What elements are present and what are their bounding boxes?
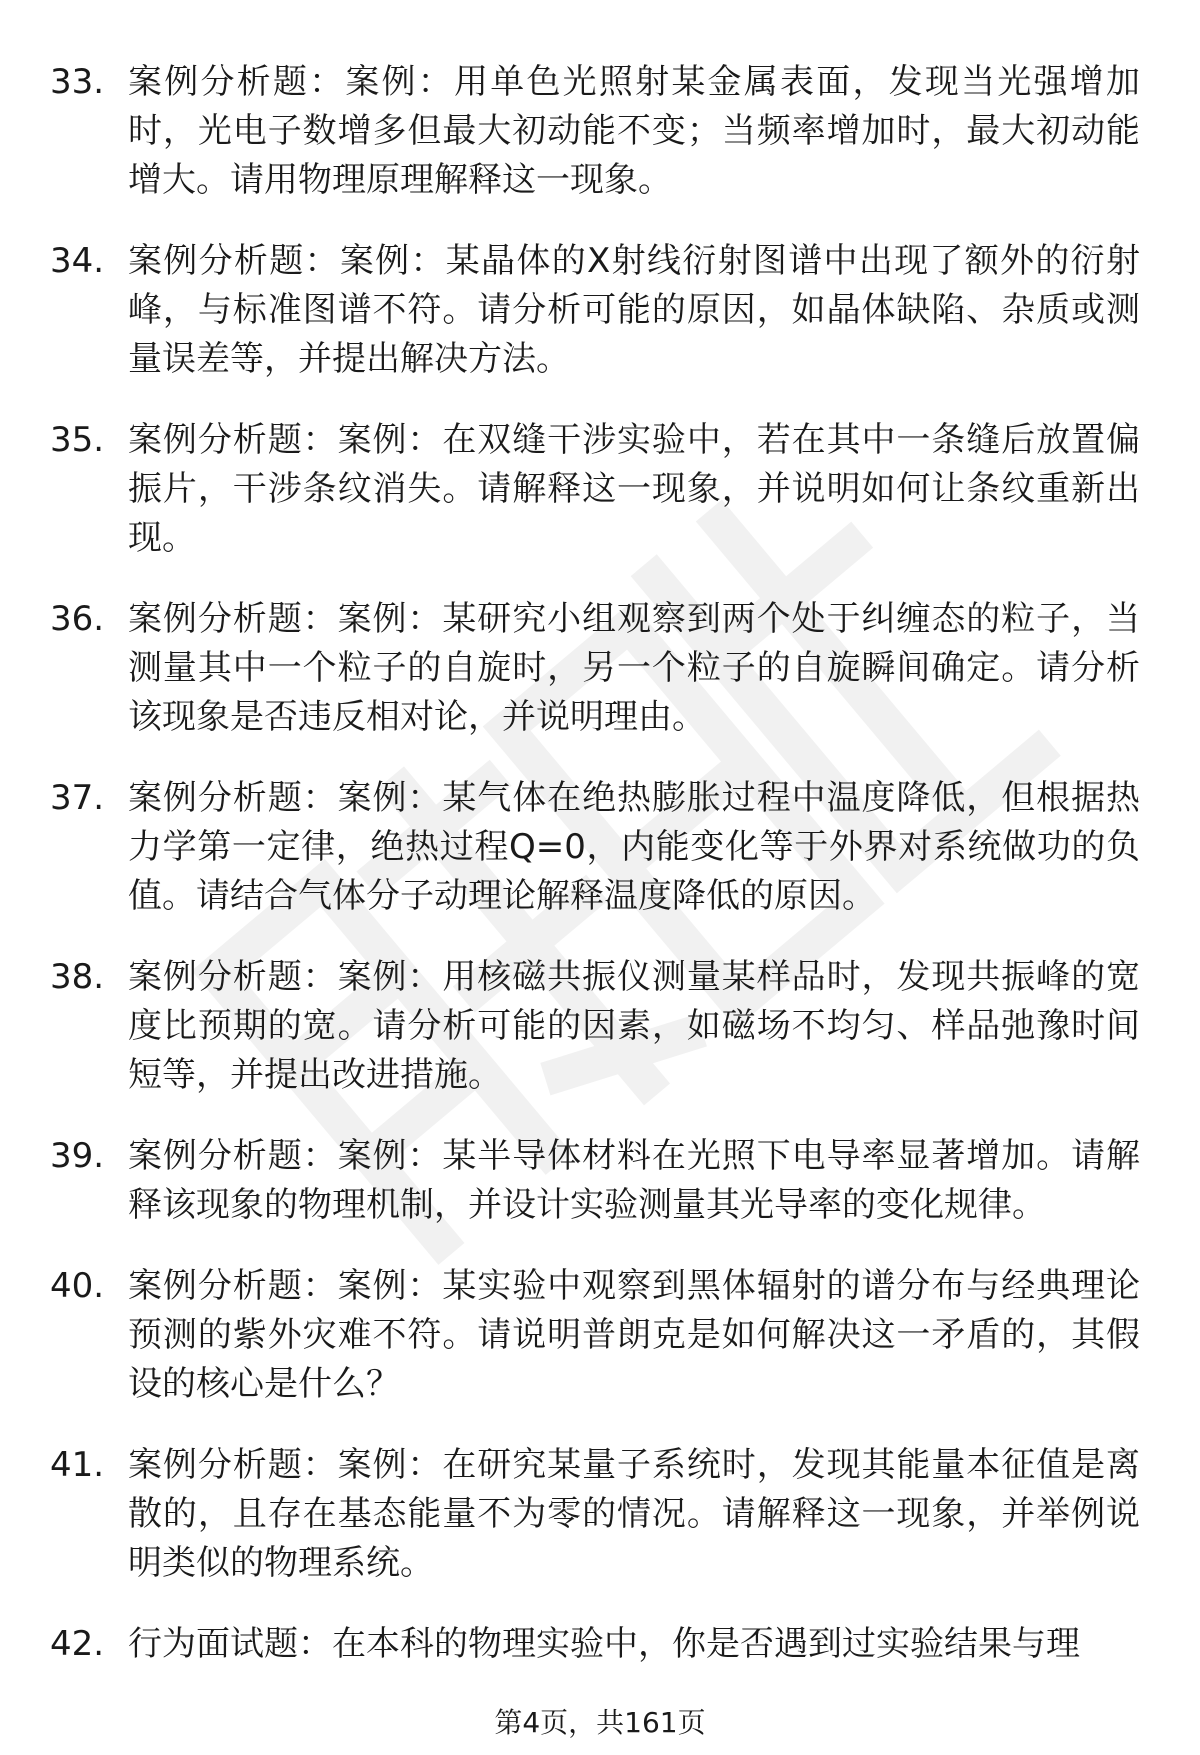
question-number: 42.: [50, 1624, 105, 1664]
question-item: [50, 595, 1140, 742]
question-text: 行为面试题：在本科的物理实验中，你是否遇到过实验结果与理: [128, 1624, 1080, 1664]
page-footer: 第4页，共161页: [494, 1706, 706, 1739]
question-number: 34.: [50, 241, 105, 281]
question-number: 35.: [50, 420, 105, 460]
question-item: [50, 774, 1140, 921]
question-text: 案例分析题：案例：某实验中观察到黑体辐射的谱分布与经典理论预测的紫外灾难不符。请说明普朗克是如何解决这一矛盾的，其假设的核心是什么？: [128, 1266, 1140, 1404]
question-item: [50, 1620, 1140, 1669]
question-list: [50, 58, 1140, 1669]
question-text: 案例分析题：案例：用单色光照射某金属表面，发现当光强增加时，光电子数增多但最大初动能不变；当频率增加时，最大初动能增大。请用物理原理解释这一现象。: [128, 62, 1140, 200]
question-number: 41.: [50, 1445, 105, 1485]
question-number: 39.: [50, 1136, 105, 1176]
question-item: [50, 1441, 1140, 1588]
question-number: 37.: [50, 778, 105, 818]
question-item: [50, 1132, 1140, 1230]
question-item: [50, 416, 1140, 563]
question-text: 案例分析题：案例：用核磁共振仪测量某样品时，发现共振峰的宽度比预期的宽。请分析可能的因素，如磁场不均匀、样品弛豫时间短等，并提出改进措施。: [128, 957, 1140, 1095]
question-text: 案例分析题：案例：某研究小组观察到两个处于纠缠态的粒子，当测量其中一个粒子的自旋时，另一个粒子的自旋瞬间确定。请分析该现象是否违反相对论，并说明理由。: [128, 599, 1140, 737]
question-text: 案例分析题：案例：在研究某量子系统时，发现其能量本征值是离散的，且存在基态能量不为零的情况。请解释这一现象，并举例说明类似的物理系统。: [128, 1445, 1140, 1583]
question-text: 案例分析题：案例：某半导体材料在光照下电导率显著增加。请解释该现象的物理机制，并设计实验测量其光导率的变化规律。: [128, 1136, 1140, 1225]
question-item: [50, 1262, 1140, 1409]
question-item: [50, 58, 1140, 205]
question-item: [50, 237, 1140, 384]
question-text: 案例分析题：案例：某晶体的X射线衍射图谱中出现了额外的衍射峰，与标准图谱不符。请分析可能的原因，如晶体缺陷、杂质或测量误差等，并提出解决方法。: [128, 241, 1140, 379]
question-number: 36.: [50, 599, 105, 639]
question-item: [50, 953, 1140, 1100]
question-number: 40.: [50, 1266, 105, 1306]
question-text: 案例分析题：案例：某气体在绝热膨胀过程中温度降低，但根据热力学第一定律，绝热过程Q=0，内能变化等于外界对系统做功的负值。请结合气体分子动理论解释温度降低的原因。: [128, 778, 1140, 916]
question-text: 案例分析题：案例：在双缝干涉实验中，若在其中一条缝后放置偏振片，干涉条纹消失。请解释这一现象，并说明如何让条纹重新出现。: [128, 420, 1140, 558]
question-number: 38.: [50, 957, 105, 997]
question-number: 33.: [50, 62, 105, 102]
